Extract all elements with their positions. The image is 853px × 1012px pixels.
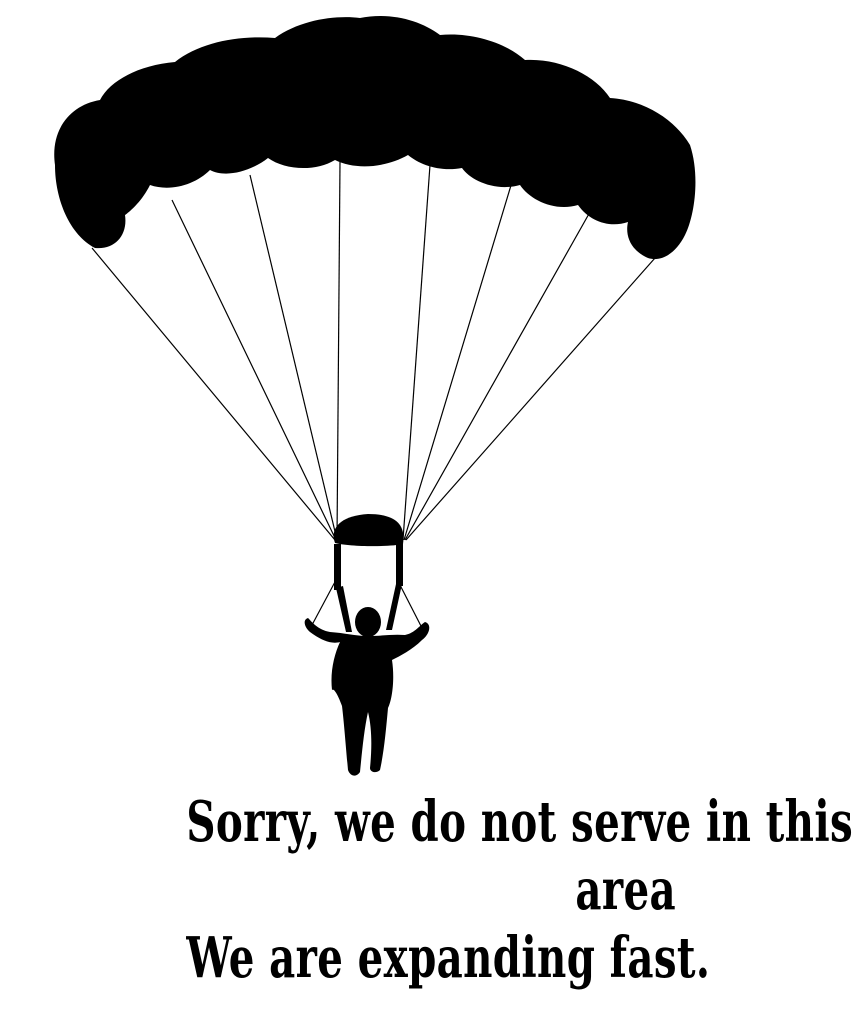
parachute-canopy xyxy=(54,16,695,259)
unavailable-message xyxy=(186,788,853,992)
pilot-figure xyxy=(305,607,430,776)
message-line-3: We are expanding fast. xyxy=(186,925,711,991)
suspension-lines xyxy=(92,162,655,628)
message-line-1: Sorry, we do not serve in this xyxy=(186,789,853,855)
message-line-2: area xyxy=(575,857,676,923)
